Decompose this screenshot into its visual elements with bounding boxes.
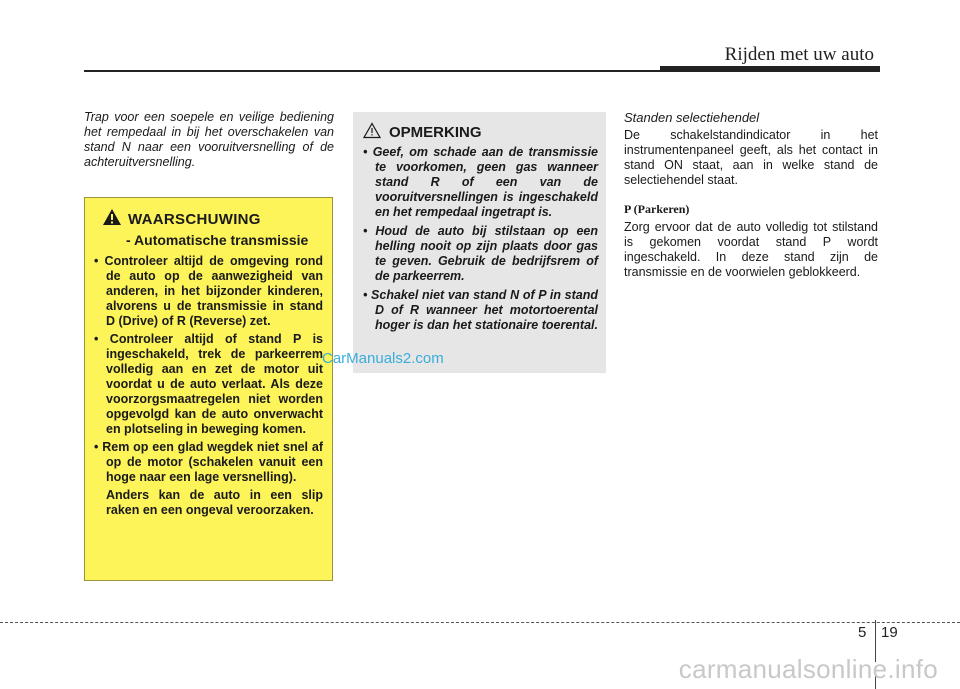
warning-box [84, 197, 333, 581]
note-title: OPMERKING [389, 124, 482, 141]
note-list [363, 145, 598, 333]
section-heading: Standen selectiehendel [624, 110, 760, 125]
park-paragraph: Zorg ervoor dat de auto volledig tot stilstand is gekomen voordat stand P wordt ingeschakeld. In deze stand zijn de transmissie en de voorwielen geblokkeerd. [624, 220, 878, 279]
note-item: • Schakel niet van stand N of P in stand D of R wanneer het motortoerental hoger is dan het stationaire toerental. [363, 288, 598, 332]
footer-rule [0, 622, 960, 623]
warning-triangle-icon [102, 208, 122, 230]
warning-item: • Controleer altijd of stand P is ingeschakeld, trek de parkeerrem volledig aan en zet de motor uit voordat u de auto verlaat. Als deze voorzorgsmaatregelen niet worden opgevolgd kan de auto onverwacht en plotseling in beweging komen. [94, 332, 323, 436]
warning-header [102, 208, 323, 230]
section-paragraph: De schakelstandindicator in het instrumentenpaneel geeft, als het contact in stand ON staat, aan in welke stand de selectiehendel staat. [624, 128, 878, 187]
warning-item: • Rem op een glad wegdek niet snel af op de motor (schakelen vanuit een hoge naar een lage versnelling). [94, 440, 323, 484]
warning-list [94, 254, 323, 485]
note-item: • Houd de auto bij stilstaan op een helling nooit op zijn plaats door gas te geven. Gebruik de bedrijfsrem of de parkeerrem. [363, 224, 598, 283]
chapter-number: 5 [858, 624, 867, 641]
caution-outline-icon [363, 122, 381, 143]
page-number: 19 [881, 624, 898, 641]
page-header-title: Rijden met uw auto [724, 44, 874, 65]
right-column [624, 110, 878, 280]
warning-extra-text: Anders kan de auto in een slip raken en een ongeval veroorzaken. [106, 488, 323, 517]
note-header [363, 122, 598, 143]
note-item: • Geef, om schade aan de transmissie te voorkomen, geen gas wanneer stand R of een van de vooruitversnellingen is ingeschakeld en het rempedaal ingetrapt is. [363, 145, 598, 219]
warning-item: • Controleer altijd de omgeving rond de auto op de aanwezigheid van anderen, in het bijzonder kinderen, alvorens u de transmissie in stand D (Drive) of R (Reverse) zet. [94, 254, 323, 328]
note-box [353, 112, 606, 373]
watermark-text: CarManuals2.com [322, 350, 444, 367]
warning-subtitle: - Automatische transmissie [126, 232, 309, 248]
intro-text: Trap voor een soepele en veilige bediening het rempedaal in bij het overschakelen van stand N naar een vooruitversnelling of de achteruitversnelling. [84, 110, 334, 169]
park-heading: P (Parkeren) [624, 202, 690, 216]
header-rule-thin [84, 70, 664, 72]
footer-site-mark: carmanualsonline.info [678, 654, 938, 684]
header-rule-thick [660, 66, 880, 72]
warning-title: WAARSCHUWING [128, 210, 261, 228]
